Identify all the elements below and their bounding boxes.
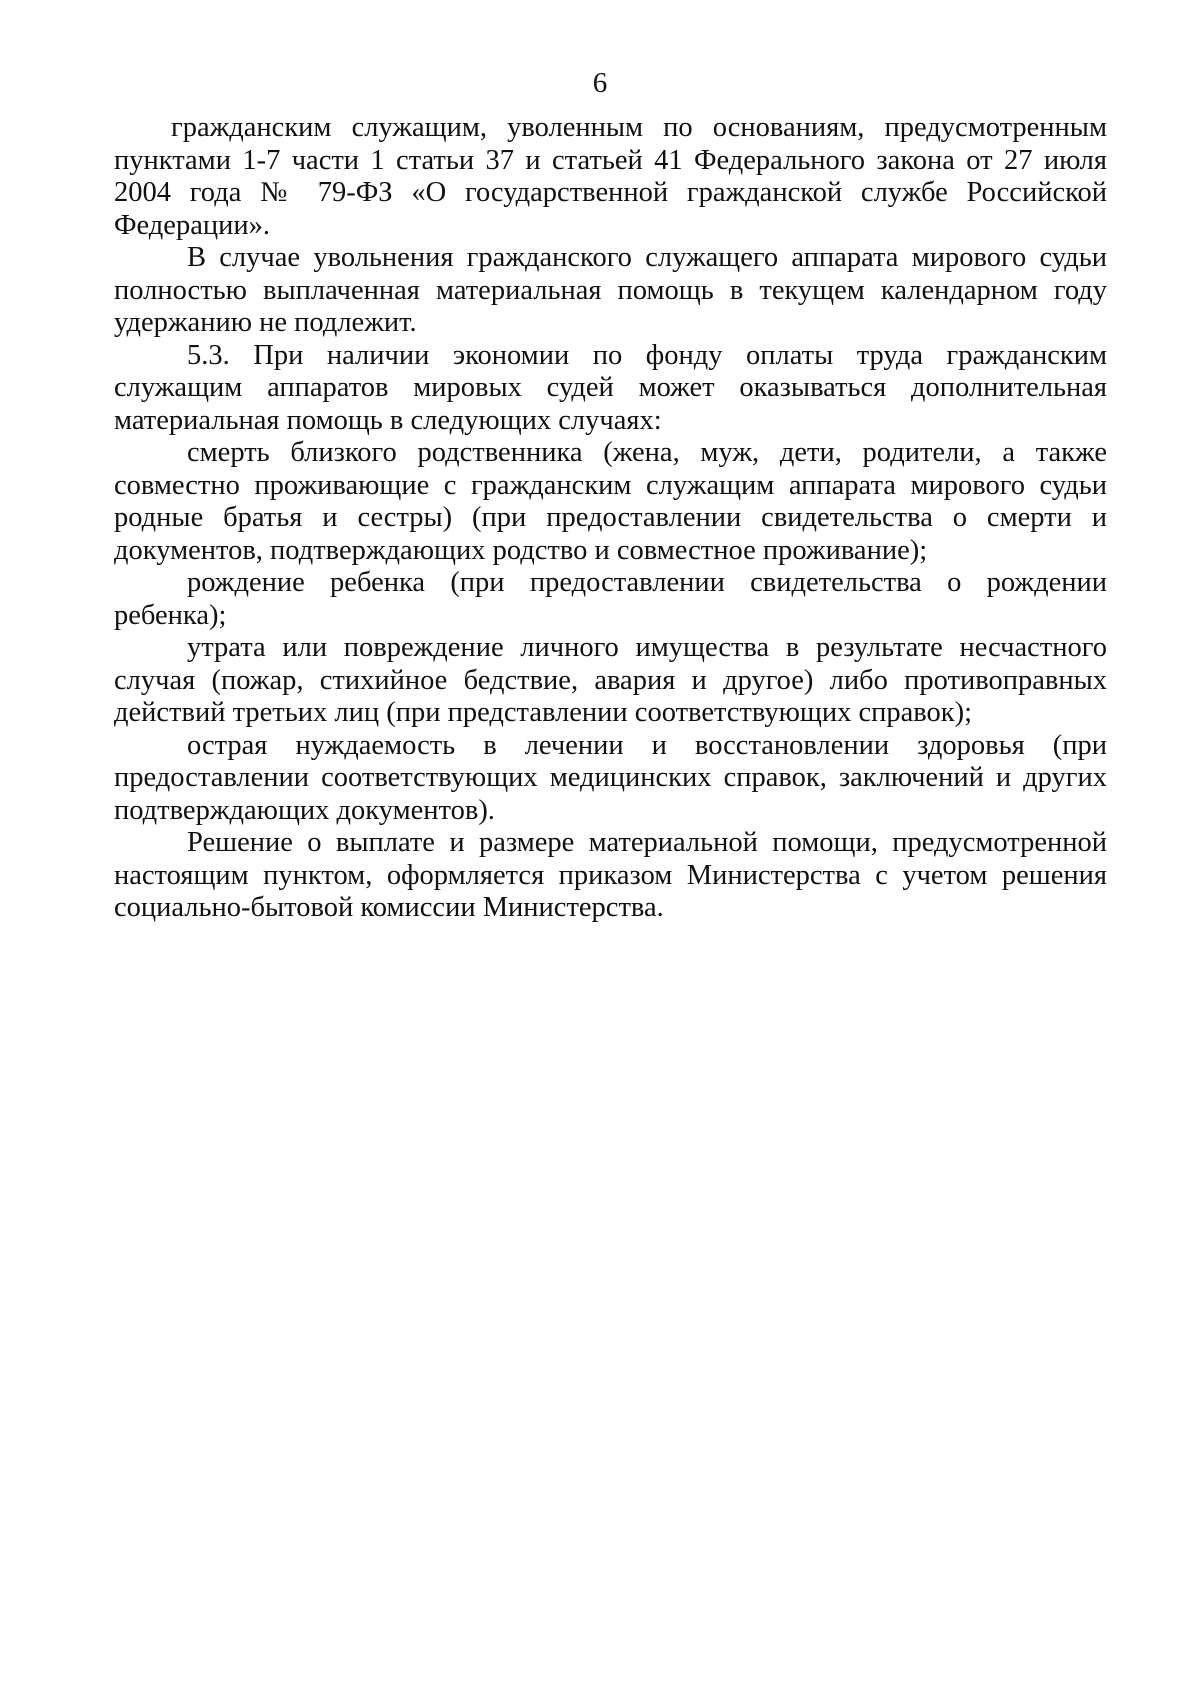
page-number: 6	[592, 67, 608, 99]
paragraph-case-birth: рождение ребенка (при предоставлении свидетельства о рождении ребенка);	[114, 567, 1107, 631]
paragraph-case-death: смерть близкого родственника (жена, муж, дети, родители, а также совместно проживающие с гражданским служащим аппарата мирового судьи родные братья и сестры) (при предоставлении свидетельства о смерти и документов, подтверждающих родство и совместное проживание);	[114, 437, 1107, 566]
paragraph-section-5-3: 5.3. При наличии экономии по фонду оплаты труда гражданским служащим аппаратов мировых судей может оказываться дополнительная материальная помощь в следующих случаях:	[114, 339, 1107, 436]
paragraph-continuation: гражданским служащим, уволенным по основаниям, предусмотренным пунктами 1-7 части 1 статьи 37 и статьей 41 Федерального закона от 27 июля 2004 года № 79-ФЗ «О государственной гражданской службе Российской Федерации».	[114, 112, 1107, 241]
document-body	[114, 112, 1107, 925]
paragraph-case-medical: острая нуждаемость в лечении и восстановлении здоровья (при предоставлении соответствующих медицинских справок, заключений и других подтверждающих документов).	[114, 729, 1107, 826]
paragraph-dismissal: В случае увольнения гражданского служащего аппарата мирового судьи полностью выплаченная материальная помощь в текущем календарном году удержанию не подлежит.	[114, 242, 1107, 338]
paragraph-decision: Решение о выплате и размере материальной помощи, предусмотренной настоящим пунктом, оформляется приказом Министерства с учетом решения социально-бытовой комиссии Министерства.	[114, 827, 1107, 923]
paragraph-case-property-loss: утрата или повреждение личного имущества в результате несчастного случая (пожар, стихийное бедствие, авария и другое) либо противоправных действий третьих лиц (при представлении соответствующих справок);	[114, 632, 1107, 728]
